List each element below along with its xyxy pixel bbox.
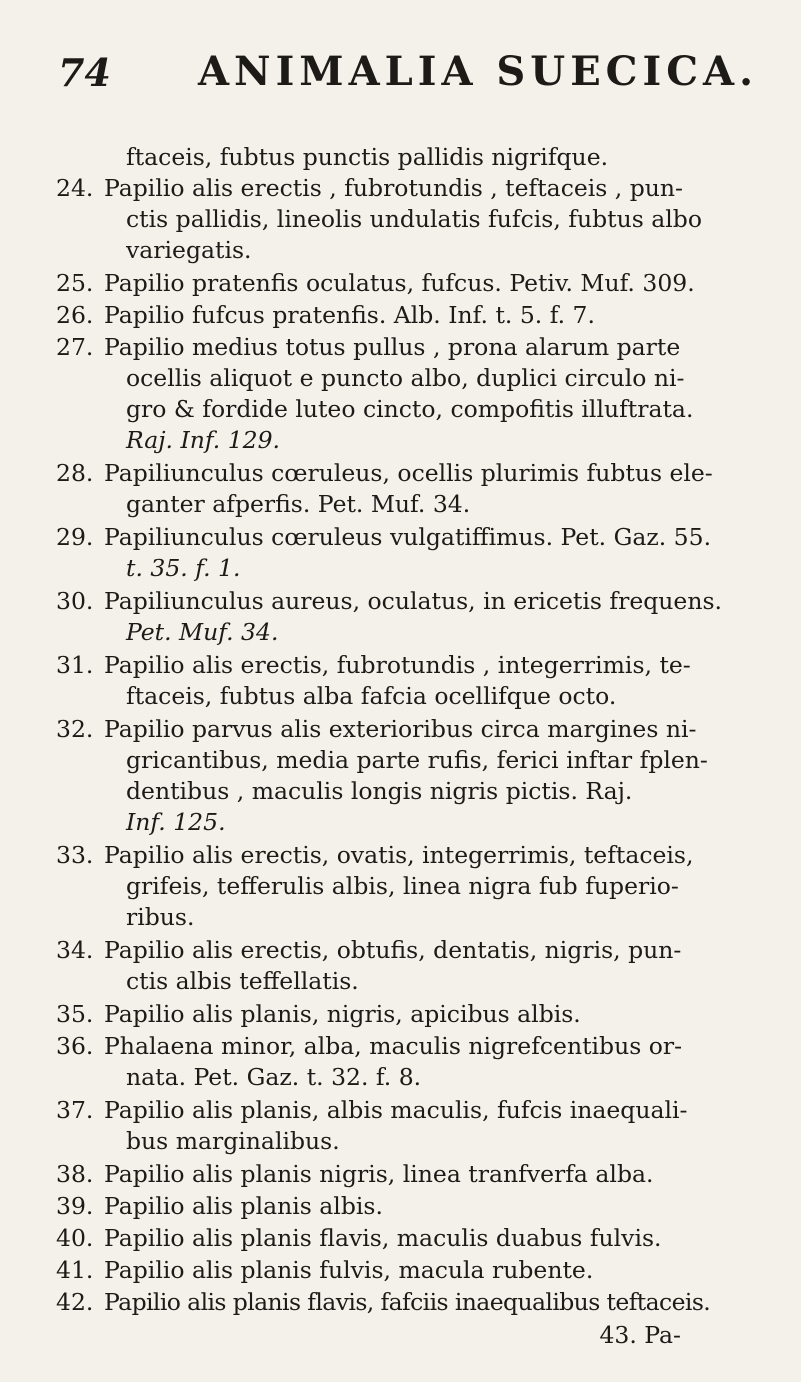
line-text: Papilio alis erectis, obtufis, dentatis, nigris, pun- [104, 936, 682, 964]
line-text: ftaceis, fubtus alba fafcia ocellifque octo. [126, 682, 617, 710]
entry-number: 27. [56, 333, 94, 361]
line-text: variegatis. [126, 236, 252, 264]
line-text: Pet. Muf. 34. [126, 618, 279, 646]
entry-number: 32. [56, 715, 94, 743]
line-text: Phalaena minor, alba, maculis nigrefcentibus or- [104, 1032, 683, 1060]
line-text: ocellis aliquot e puncto albo, duplici circulo ni- [126, 364, 685, 392]
line-text: Papilio alis planis nigris, linea tranfverfa alba. [104, 1160, 654, 1188]
line-text: gricantibus, media parte rufis, ferici inftar fplen- [126, 746, 708, 774]
line-text: Papilio alis planis, nigris, apicibus albis. [104, 1000, 581, 1028]
line-text: Papilio alis erectis, ovatis, integerrimis, teftaceis, [104, 841, 694, 869]
entry-number: 36. [56, 1032, 94, 1060]
entry-number: 39. [56, 1192, 94, 1220]
catchword-line [0, 1320, 801, 1351]
line-text: Papilio parvus alis exterioribus circa margines ni- [104, 715, 697, 743]
line-text: Papiliunculus cœruleus, ocellis plurimis fubtus ele- [104, 459, 713, 487]
line-text: gro & fordide luteo cincto, compofitis illuftrata. [126, 395, 694, 423]
line-text: ribus. [126, 903, 195, 931]
entry-number: 28. [56, 459, 94, 487]
line-text: grifeis, tefferulis albis, linea nigra fub fuperio- [126, 872, 679, 900]
line-text: dentibus , maculis longis nigris pictis. Raj. [126, 777, 633, 805]
line-text: nata. Pet. Gaz. t. 32. f. 8. [126, 1063, 422, 1091]
line-text: Papilio alis planis fulvis, macula rubente. [104, 1256, 594, 1284]
entry-number: 40. [56, 1224, 94, 1252]
entry-number: 29. [56, 523, 94, 551]
entry-number: 31. [56, 651, 94, 679]
entry-number: 25. [56, 269, 94, 297]
entry-number: 33. [56, 841, 94, 869]
entry-number: 26. [56, 301, 94, 329]
line-text: Inf. 125. [126, 808, 226, 836]
entry-number: 35. [56, 1000, 94, 1028]
line-text: Papilio alis erectis, fubrotundis , integerrimis, te- [104, 651, 691, 679]
line-text: Papilio alis planis, albis maculis, fufcis inaequali- [104, 1096, 688, 1124]
line-text: ftaceis, fubtus punctis pallidis nigrifque. [126, 143, 609, 171]
line-text: Papiliunculus cœruleus vulgatiffimus. Pet. Gaz. 55. [104, 523, 712, 551]
entry-number: 37. [56, 1096, 94, 1124]
line-text: Papilio alis planis flavis, maculis duabus fulvis. [104, 1224, 662, 1252]
entry-number: 41. [56, 1256, 94, 1284]
page-number: 74 [58, 50, 111, 95]
line-text: Papilio pratenfis oculatus, fufcus. Petiv. Muf. 309. [104, 269, 695, 297]
line-text: Papilio medius totus pullus , prona alarum parte [104, 333, 681, 361]
line-text: t. 35. f. 1. [126, 554, 241, 582]
entry-number: 34. [56, 936, 94, 964]
entry-number: 30. [56, 587, 94, 615]
line-text: ctis pallidis, lineolis undulatis fufcis, fubtus albo [126, 205, 702, 233]
page-header [58, 48, 778, 98]
line-text: Papiliunculus aureus, oculatus, in ericetis frequens. [104, 587, 722, 615]
line-text: Raj. Inf. 129. [126, 426, 281, 454]
entry-number: 24. [56, 174, 94, 202]
running-head: ANIMALIA SUECICA. [198, 48, 759, 95]
line-text: Papilio fufcus pratenfis. Alb. Inf. t. 5. f. 7. [104, 301, 595, 329]
catchword: 43. Pa- [599, 1321, 681, 1349]
line-text: ganter afperfis. Pet. Muf. 34. [126, 490, 471, 518]
line-text: ctis albis teffellatis. [126, 967, 359, 995]
entry-number: 42. [56, 1288, 94, 1316]
line-text: Papilio alis erectis , fubrotundis , teftaceis , pun- [104, 174, 683, 202]
line-text: Papilio alis planis flavis, fafciis inaequalibus teftaceis. [104, 1288, 711, 1316]
line-text: Papilio alis planis albis. [104, 1192, 383, 1220]
entry-number: 38. [56, 1160, 94, 1188]
line-text: bus marginalibus. [126, 1127, 340, 1155]
